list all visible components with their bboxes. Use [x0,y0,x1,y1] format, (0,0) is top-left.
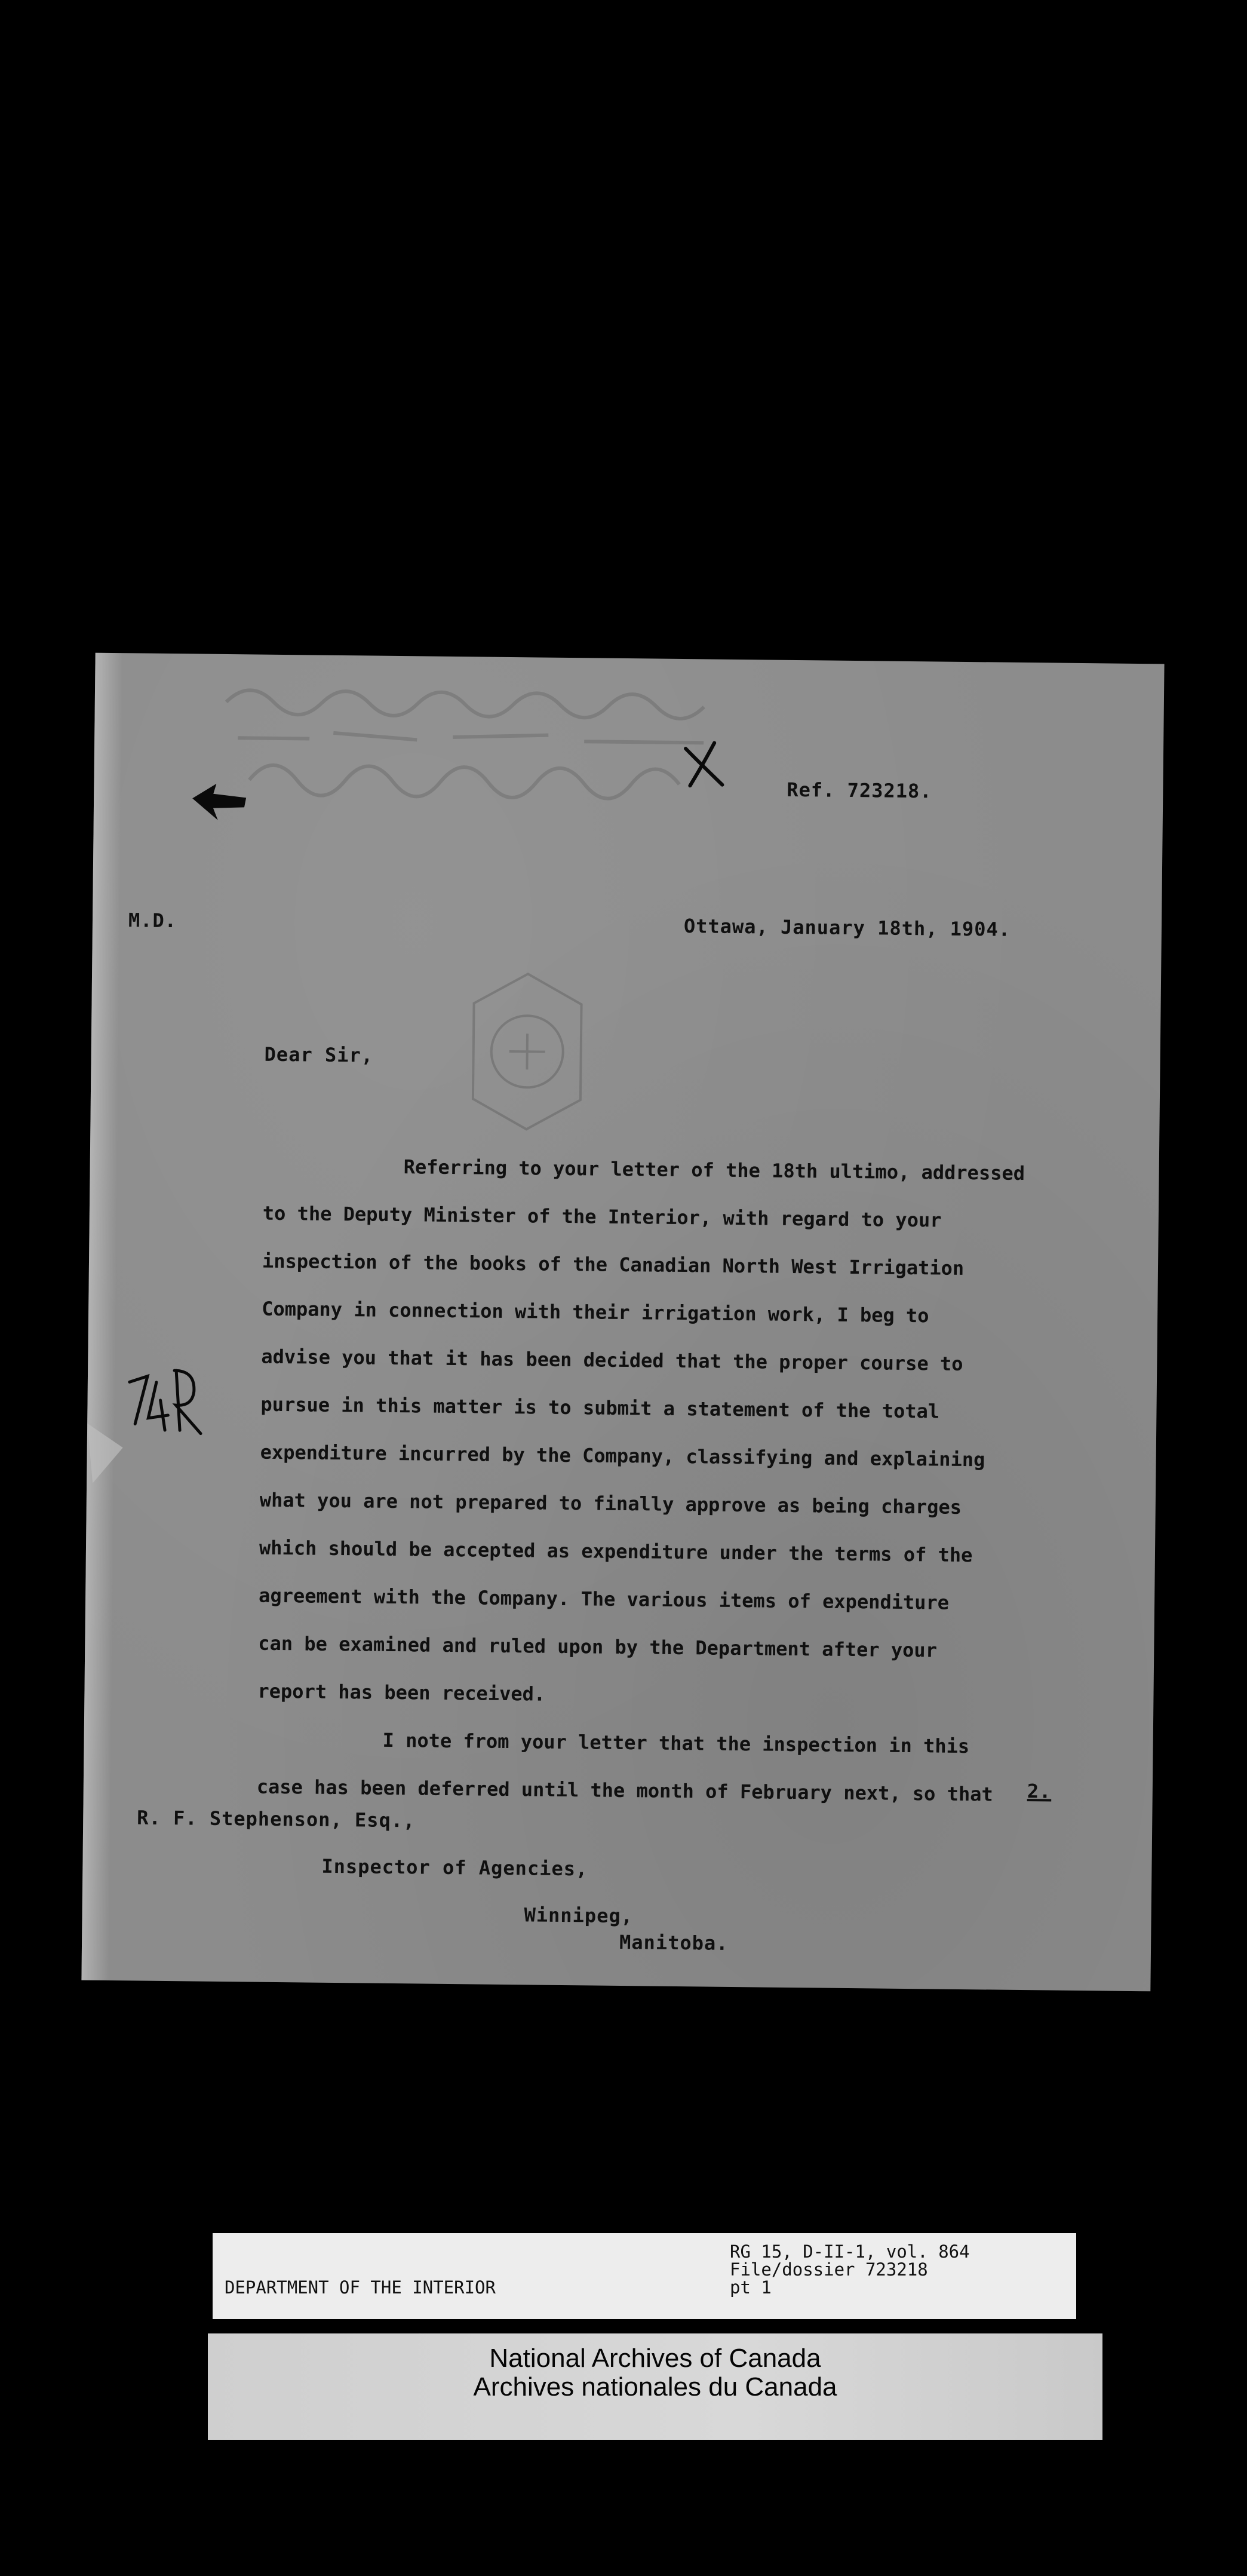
body-line: case has been deferred until the month of February next, so that [256,1775,993,1806]
body-line: what you are not prepared to finally approve as being charges [259,1488,962,1519]
record-group-line: RG 15, D-II-1, vol. 864 [730,2241,970,2262]
faint-seal-graphic [449,967,606,1136]
archives-name-english: National Archives of Canada [489,2344,821,2373]
addressee-title: Inspector of Agencies, [321,1854,588,1881]
folded-edge-mark [87,1424,129,1490]
body-line: I note from your letter that the inspection in this [382,1728,970,1758]
salutation: Dear Sir, [264,1042,374,1067]
handwritten-margin-note [123,1358,207,1442]
archive-reference-label [213,2233,1076,2319]
body-line: pursue in this matter is to submit a statement of the total [260,1393,940,1423]
body-line: which should be accepted as expenditure under the terms of the [259,1536,973,1567]
archives-name-french: Archives nationales du Canada [473,2372,837,2402]
place-and-date: Ottawa, January 18th, 1904. [683,915,1011,941]
continuation-page-marker: 2. [1027,1780,1052,1803]
body-line: agreement with the Company. The various items of expenditure [258,1584,950,1614]
letter-sheet [81,653,1164,1992]
body-line: Referring to your letter of the 18th ultimo, addressed [403,1155,1025,1185]
addressee-name: R. F. Stephenson, Esq., [137,1806,416,1832]
sheet-edge-highlight [81,653,122,1980]
part-line: pt 1 [730,2277,772,2298]
sender-initials: M.D. [128,909,177,933]
faint-stamp-graphic [213,666,932,829]
body-line: expenditure incurred by the Company, classifying and explaining [260,1440,985,1471]
body-line: Company in connection with their irrigation work, I beg to [262,1297,929,1327]
body-line: to the Deputy Minister of the Interior, with regard to your [262,1201,942,1232]
body-line: inspection of the books of the Canadian North West Irrigation [262,1249,965,1280]
body-line: can be examined and ruled upon by the Department after your [258,1632,938,1662]
handwritten-x-mark [679,737,727,791]
reference-number: Ref. 723218. [787,778,932,803]
file-reference [730,2243,970,2296]
body-line: report has been received. [257,1679,546,1706]
letter-body [256,1142,1111,1820]
department-english: DEPARTMENT OF THE INTERIOR [225,2277,496,2298]
arrow-mark-icon [189,780,250,823]
addressee-province: Manitoba. [619,1930,729,1955]
body-line: advise you that it has been decided that the proper course to [261,1345,963,1375]
file-dossier-line: File/dossier 723218 [730,2259,928,2280]
archives-name-banner [208,2333,1102,2440]
addressee-city: Winnipeg, [524,1903,634,1928]
